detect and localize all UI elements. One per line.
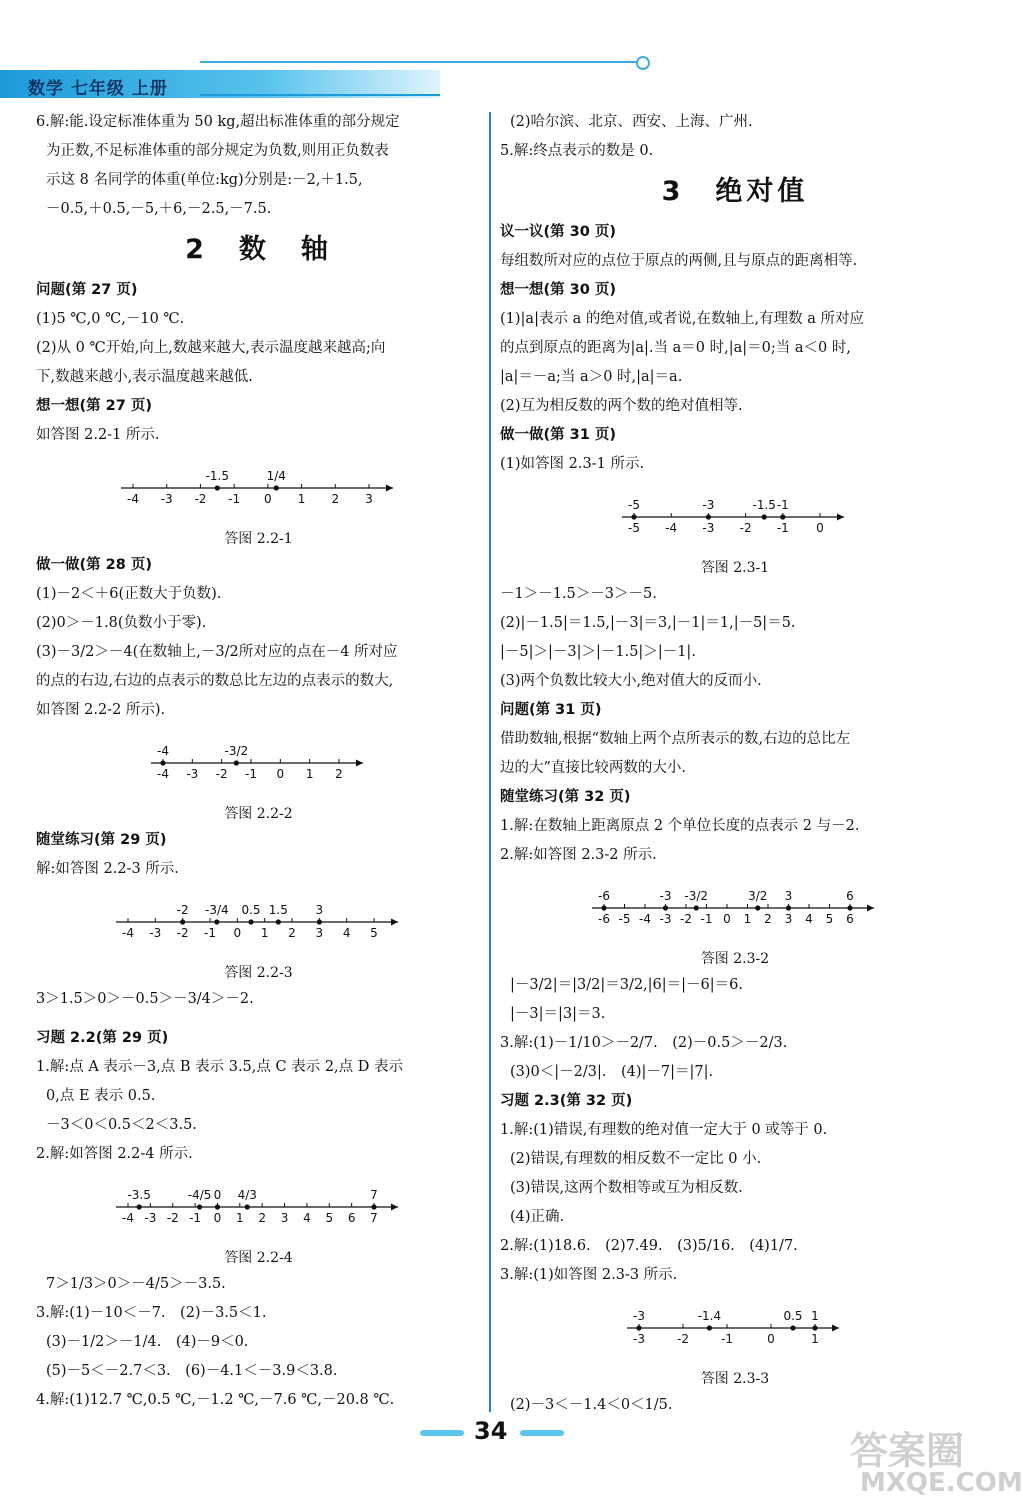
text-line: 如答图 2.2-2 所示). [36, 702, 166, 718]
number-line [114, 1173, 404, 1231]
tick-label: -1 [188, 1211, 201, 1225]
tick-label: -5 [628, 521, 640, 535]
text-line: (3)0＜|－2/3|. (4)|－7|＝|7|. [510, 1064, 714, 1080]
point-label: -1.4 [697, 1309, 722, 1323]
text-line: (1)－2＜＋6(正数大于负数). [36, 586, 222, 602]
point-label: 4/3 [237, 1188, 257, 1202]
axis-arrow [867, 905, 874, 912]
tick-label: 2 [334, 767, 343, 781]
tick-label: 2 [330, 492, 339, 506]
point-label: -1.5 [752, 498, 776, 512]
subsection-head: 做一做(第 31 页) [500, 427, 617, 443]
number-line [590, 874, 880, 932]
point-dot [790, 1325, 795, 1330]
point-label: -3.5 [126, 1188, 151, 1202]
tick-label: -4 [121, 926, 134, 940]
tick-label: -3 [143, 1211, 156, 1225]
column-divider [489, 112, 491, 1412]
tick-label: 5 [324, 1211, 333, 1225]
number-line [625, 1294, 845, 1352]
point-dot [160, 760, 165, 765]
tick-label: 3 [784, 912, 793, 926]
point-label: -2 [176, 903, 189, 917]
point-dot [755, 905, 760, 910]
tick-label: 0 [767, 1332, 775, 1346]
point-dot [706, 514, 711, 519]
tick-label: -3 [633, 1332, 645, 1346]
text-line: (2)从 0 ℃开始,向上,数越来越大,表示温度越来越高;向 [36, 340, 386, 356]
text-line: 如答图 2.2-1 所示. [36, 427, 160, 443]
header-underline [200, 94, 440, 96]
figure-caption: 答图 2.2-2 [224, 806, 293, 822]
tick-label: 1 [743, 912, 752, 926]
point-dot [786, 905, 791, 910]
figure-caption: 答图 2.2-1 [224, 531, 293, 547]
text-line: 7＞1/3＞0＞－4/5＞－3.5. [46, 1276, 226, 1292]
text-line: 3.解:(1)如答图 2.3-3 所示. [500, 1267, 678, 1283]
text-line: 3＞1.5＞0＞－0.5＞－3/4＞－2. [36, 991, 254, 1007]
tick-label: 2 [764, 912, 772, 926]
text-line: 2.解:如答图 2.2-4 所示. [36, 1146, 193, 1162]
point-dot [214, 919, 219, 924]
section-title: 2 数 轴 [185, 234, 332, 265]
point-dot [196, 1204, 201, 1209]
footer-decoration [420, 1430, 464, 1436]
figure-caption: 答图 2.2-3 [224, 965, 293, 981]
text-line: 边的大”直接比较两数的大小. [500, 760, 687, 776]
tick-label: -2 [193, 492, 206, 506]
point-dot [780, 514, 785, 519]
figure-caption: 答图 2.2-4 [224, 1250, 293, 1266]
text-line: (3)两个负数比较大小,绝对值大的反而小. [500, 673, 762, 689]
tick-label: 0 [723, 912, 731, 926]
text-line: 2.解:(1)18.6. (2)7.49. (3)5/16. (4)1/7. [500, 1238, 798, 1254]
number-line [119, 454, 399, 512]
text-line: (3)－3/2＞－4(在数轴上,－3/2所对应的点在－4 所对应 [36, 644, 398, 660]
text-line: |a|＝－a;当 a＞0 时,|a|＝a. [500, 369, 683, 385]
number-line-figure [500, 874, 970, 943]
tick-label: -3 [185, 767, 198, 781]
point-label: 6 [846, 889, 854, 903]
axis-arrow [391, 919, 398, 926]
tick-label: -2 [215, 767, 228, 781]
tick-label: 3 [364, 492, 373, 506]
text-line: (2)错误,有理数的相反数不一定比 0 小. [510, 1151, 762, 1167]
tick-label: -1 [721, 1332, 733, 1346]
tick-label: -3 [148, 926, 161, 940]
tick-label: -4 [121, 1211, 134, 1225]
axis-arrow [356, 760, 363, 767]
point-label: -4/5 [187, 1188, 211, 1202]
text-line: 5.解:终点表示的数是 0. [500, 143, 654, 159]
tick-label: -4 [126, 492, 139, 506]
text-line: 1.解:在数轴上距离原点 2 个单位长度的点表示 2 与－2. [500, 818, 860, 834]
text-line: (4)正确. [510, 1209, 565, 1225]
point-label: 1.5 [268, 903, 288, 917]
text-line: 示这 8 名同学的体重(单位:kg)分别是:－2,＋1.5, [46, 172, 363, 188]
point-label: -3/2 [684, 889, 709, 903]
point-dot [273, 485, 278, 490]
tick-label: 1 [297, 492, 305, 506]
tick-label: -1 [227, 492, 240, 506]
point-dot [847, 905, 852, 910]
point-label: 3 [315, 903, 323, 917]
number-line [114, 888, 404, 946]
axis-arrow [386, 485, 393, 492]
text-line: 1.解:点 A 表示－3,点 B 表示 3.5,点 C 表示 2,点 D 表示 [36, 1059, 403, 1075]
text-line: |－3|＝|3|＝3. [510, 1006, 606, 1022]
point-label: 3/2 [748, 889, 768, 903]
point-label: 3 [784, 889, 793, 903]
text-line: 3.解:(1)－10＜－7. (2)－3.5＜1. [36, 1305, 267, 1321]
point-label: -4 [156, 744, 169, 758]
tick-label: -4 [665, 521, 678, 535]
tick-label: 1 [235, 1211, 244, 1225]
point-label: 0 [213, 1188, 221, 1202]
point-dot [214, 485, 219, 490]
subsection-head: 做一做(第 28 页) [36, 557, 153, 573]
point-dot [371, 1204, 376, 1209]
header-rule [200, 61, 640, 63]
point-label: -3/4 [204, 903, 229, 917]
text-line: －1＞－1.5＞－3＞－5. [500, 586, 657, 602]
point-label: 7 [369, 1188, 378, 1202]
point-dot [248, 919, 253, 924]
tick-label: 6 [347, 1211, 355, 1225]
point-dot [707, 1325, 712, 1330]
text-line: (3)－1/2＞－1/4. (4)－9＜0. [46, 1334, 249, 1350]
watermark-text: 答案圈 [850, 1429, 965, 1473]
point-label: -6 [598, 889, 610, 903]
tick-label: 5 [369, 926, 378, 940]
point-dot [601, 905, 606, 910]
text-line: (3)错误,这两个数相等或互为相反数. [510, 1180, 743, 1196]
point-label: -3 [702, 498, 715, 512]
point-label: 1/4 [266, 469, 286, 483]
text-line: (1)|a|表示 a 的绝对值,或者说,在数轴上,有理数 a 所对应 [500, 311, 865, 327]
axis-arrow [837, 514, 844, 521]
tick-label: 0 [276, 767, 284, 781]
tick-label: 0 [263, 492, 272, 506]
figure-caption: 答图 2.3-2 [700, 951, 770, 967]
tick-label: 4 [302, 1211, 311, 1225]
point-dot [244, 1204, 249, 1209]
tick-label: -4 [639, 912, 651, 926]
watermark [840, 1420, 1023, 1507]
point-label: -5 [628, 498, 640, 512]
text-line: 2.解:如答图 2.3-2 所示. [500, 847, 657, 863]
footer-decoration [520, 1430, 564, 1436]
number-line [620, 483, 850, 541]
text-line: －0.5,＋0.5,－5,＋6,－2.5,－7.5. [46, 201, 272, 217]
number-line-figure [500, 1294, 970, 1363]
point-dot [136, 1204, 141, 1209]
point-dot [233, 760, 238, 765]
tick-label: 1 [811, 1332, 819, 1346]
point-dot [812, 1325, 817, 1330]
text-line: (1)如答图 2.3-1 所示. [500, 456, 645, 472]
point-label: 0.5 [783, 1309, 803, 1323]
text-line: 0,点 E 表示 0.5. [46, 1088, 156, 1104]
tick-label: 2 [257, 1211, 266, 1225]
page-number: 34 [474, 1417, 508, 1445]
figure-caption: 答图 2.3-1 [700, 560, 770, 576]
subsection-head: 习题 2.3(第 32 页) [500, 1093, 633, 1109]
text-line: 的点的右边,右边的点表示的数总比左边的点表示的数大, [36, 673, 394, 689]
text-line: 为正数,不足标准体重的部分规定为负数,则用正负数表 [46, 143, 389, 159]
point-label: -1 [776, 498, 789, 512]
tick-label: -1 [244, 767, 257, 781]
text-line: (2)0＞－1.8(负数小于零). [36, 615, 207, 631]
point-label: -3/2 [224, 744, 248, 758]
subsection-head: 问题(第 27 页) [36, 282, 138, 298]
tick-label: 0 [213, 1211, 221, 1225]
text-line: (1)5 ℃,0 ℃,－10 ℃. [36, 311, 185, 327]
text-line: 借助数轴,根据“数轴上两个点所表示的数,右边的总比左 [500, 731, 851, 747]
axis-arrow [391, 1204, 398, 1211]
point-dot [694, 905, 699, 910]
subsection-head: 想一想(第 27 页) [36, 398, 153, 414]
tick-label: -4 [156, 767, 169, 781]
number-line-figure [500, 483, 970, 552]
tick-label: -6 [598, 912, 610, 926]
text-line: 3.解:(1)－1/10＞－2/7. (2)－0.5＞－2/3. [500, 1035, 788, 1051]
left-column [36, 108, 481, 1415]
axis-arrow [832, 1325, 839, 1332]
tick-label: 3 [280, 1211, 288, 1225]
number-line-figure [36, 888, 481, 957]
tick-label: -2 [680, 912, 692, 926]
subsection-head: 议一议(第 30 页) [500, 224, 617, 240]
text-line: 6.解:能.设定标准体重为 50 kg,超出标准体重的部分规定 [36, 114, 400, 130]
tick-label: 1 [260, 926, 268, 940]
text-line: 下,数越来越小,表示温度越来越低. [36, 369, 253, 385]
point-dot [636, 1325, 641, 1330]
text-line: (2)－3＜－1.4＜0＜1/5. [510, 1397, 673, 1413]
text-line: (5)－5＜－2.7＜3. (6)－4.1＜－3.9＜3.8. [46, 1363, 338, 1379]
point-label: -1.5 [205, 469, 229, 483]
text-line: (2)哈尔滨、北京、西安、上海、广州. [510, 114, 753, 130]
subsection-head: 随堂练习(第 29 页) [36, 832, 167, 848]
subsection-head: 随堂练习(第 32 页) [500, 789, 631, 805]
subsection-head: 想一想(第 30 页) [500, 282, 617, 298]
text-line: 1.解:(1)错误,有理数的绝对值一定大于 0 或等于 0. [500, 1122, 828, 1138]
text-line: 解:如答图 2.2-3 所示. [36, 861, 179, 877]
number-line-figure [36, 729, 481, 798]
tick-label: 5 [825, 912, 834, 926]
page-header [0, 52, 650, 100]
tick-label: -2 [739, 521, 752, 535]
point-label: -3 [633, 1309, 645, 1323]
tick-label: 3 [315, 926, 323, 940]
text-line: |－5|＞|－3|＞|－1.5|＞|－1|. [500, 644, 696, 660]
tick-label: 1 [305, 767, 313, 781]
header-title: 数学 七年级 上册 [28, 79, 168, 99]
number-line-figure [36, 1173, 481, 1242]
tick-label: -2 [677, 1332, 689, 1346]
subsection-head: 习题 2.2(第 29 页) [36, 1030, 169, 1046]
point-label: 1 [811, 1309, 819, 1323]
tick-label: -2 [176, 926, 189, 940]
section-title: 3 绝对值 [661, 176, 809, 207]
tick-label: -5 [618, 912, 631, 926]
text-line: 每组数所对应的点位于原点的两侧,且与原点的距离相等. [500, 253, 858, 269]
tick-label: -3 [160, 492, 173, 506]
tick-label: 7 [369, 1211, 378, 1225]
q6-answer [36, 108, 481, 224]
point-dot [214, 1204, 219, 1209]
tick-label: 2 [287, 926, 296, 940]
point-dot [663, 905, 668, 910]
number-line [149, 729, 369, 787]
tick-label: -3 [702, 521, 715, 535]
point-dot [316, 919, 321, 924]
header-dot [636, 56, 650, 70]
text-line: (2)互为相反数的两个数的绝对值相等. [500, 398, 743, 414]
text-line: |－3/2|＝|3/2|＝3/2,|6|＝|－6|＝6. [510, 977, 743, 993]
tick-label: -1 [776, 521, 789, 535]
watermark-url: MXQE.COM [860, 1468, 1023, 1498]
subsection-head: 问题(第 31 页) [500, 702, 602, 718]
point-dot [275, 919, 280, 924]
point-dot [762, 514, 767, 519]
tick-label: 6 [846, 912, 854, 926]
tick-label: 0 [233, 926, 241, 940]
point-label: 0.5 [240, 903, 261, 917]
point-dot [180, 919, 185, 924]
number-line-figure [36, 454, 481, 523]
figure-caption: 答图 2.3-3 [700, 1371, 770, 1387]
tick-label: -1 [203, 926, 216, 940]
tick-label: -1 [700, 912, 713, 926]
right-column [500, 108, 970, 1420]
tick-label: 4 [805, 912, 813, 926]
point-dot [631, 514, 636, 519]
text-line: －3＜0＜0.5＜2＜3.5. [46, 1117, 197, 1133]
tick-label: 0 [816, 521, 824, 535]
text-line: (2)|－1.5|＝1.5,|－3|＝3,|－1|＝1,|－5|＝5. [500, 615, 796, 631]
tick-label: -2 [166, 1211, 179, 1225]
text-line: 的点到原点的距离为|a|.当 a＝0 时,|a|＝0;当 a＜0 时, [500, 340, 851, 356]
text-line: 4.解:(1)12.7 ℃,0.5 ℃,－1.2 ℃,－7.6 ℃,－20.8 ℃. [36, 1392, 395, 1408]
tick-label: 4 [342, 926, 350, 940]
point-label: -3 [659, 889, 672, 903]
tick-label: -3 [659, 912, 672, 926]
